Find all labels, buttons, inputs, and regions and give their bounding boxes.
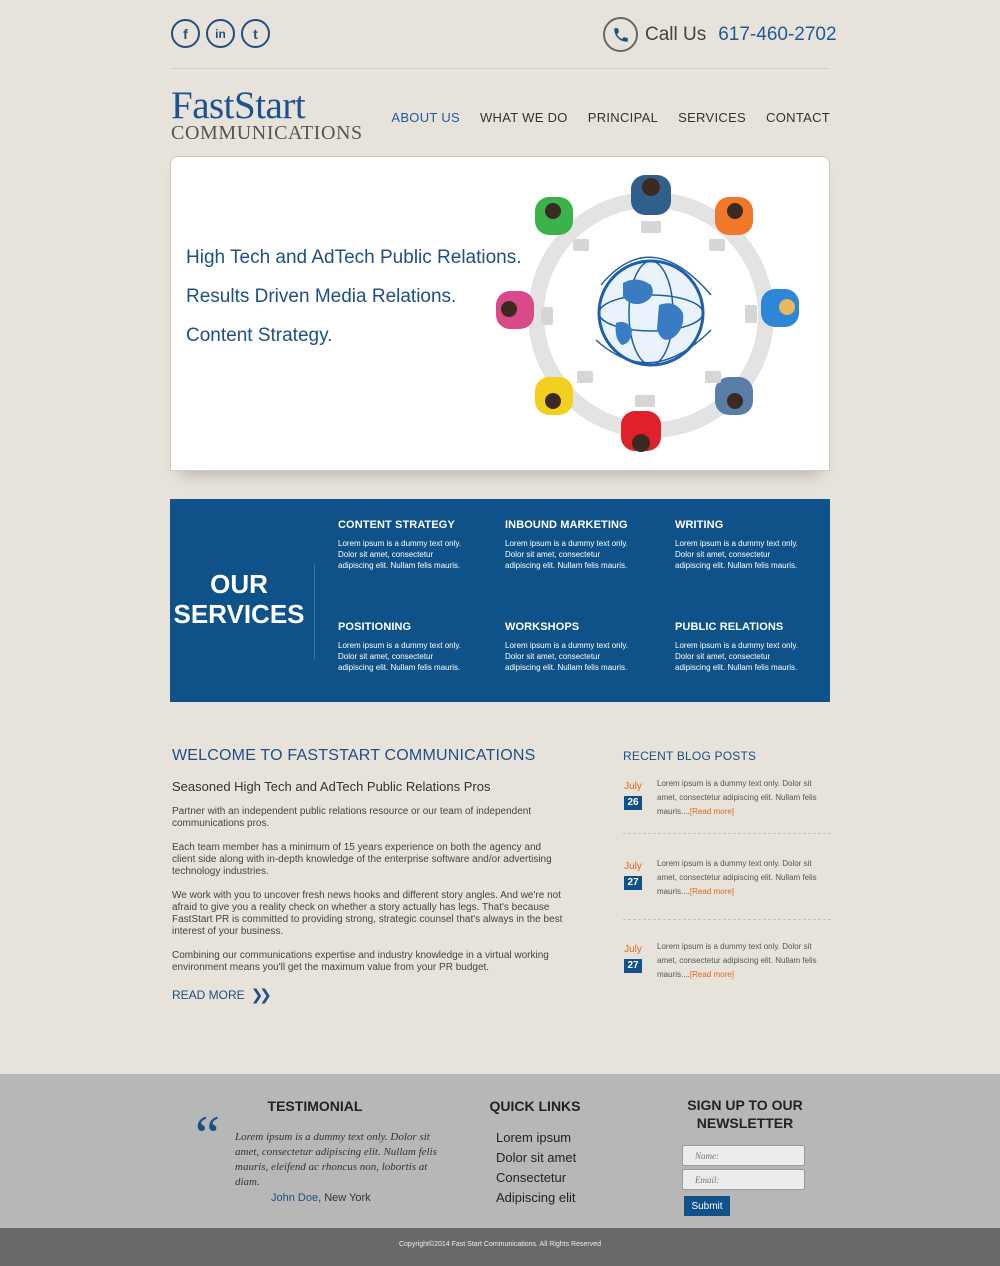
nav-about-us[interactable]: ABOUT US — [391, 110, 460, 125]
service-text: Lorem ipsum is a dummy text only. Dolor sit amet, consectetur adipiscing elit. Nullam felis mauris. — [675, 641, 799, 672]
service-title: INBOUND MARKETING — [505, 519, 628, 531]
hero-line-3: Content Strategy. — [186, 325, 333, 346]
hero-banner — [170, 156, 830, 471]
person-right — [761, 289, 799, 327]
service-title: PUBLIC RELATIONS — [675, 621, 784, 633]
post-divider — [623, 919, 831, 920]
service-text: Lorem ipsum is a dummy text only. Dolor sit amet, consectetur adipiscing elit. Nullam felis mauris. — [338, 641, 462, 672]
service-text: Lorem ipsum is a dummy text only. Dolor sit amet, consectetur adipiscing elit. Nullam felis mauris. — [338, 539, 462, 570]
service-text: Lorem ipsum is a dummy text only. Dolor sit amet, consectetur adipiscing elit. Nullam felis mauris. — [675, 539, 799, 570]
testimonial-location: , New York — [318, 1192, 371, 1204]
post-read-more[interactable]: [Read more] — [689, 887, 734, 896]
phone-icon — [603, 17, 638, 52]
post-divider — [623, 833, 831, 834]
logo-main-text: FastStart — [171, 84, 306, 127]
facebook-icon[interactable]: f — [171, 19, 200, 48]
person-top — [631, 175, 671, 215]
post-date — [623, 781, 643, 810]
nav-what-we-do[interactable]: WHAT WE DO — [479, 110, 568, 125]
post-read-more[interactable]: [Read more] — [689, 970, 734, 979]
social-links — [171, 19, 270, 48]
post-excerpt — [657, 940, 832, 982]
welcome-title: WELCOME TO FASTSTART COMMUNICATIONS — [172, 747, 536, 764]
nav-principal[interactable]: PRINCIPAL — [587, 110, 659, 125]
hero-line-2: Results Driven Media Relations. — [186, 286, 457, 307]
post-month: July — [624, 861, 642, 872]
logo-sub-text: COMMUNICATIONS — [171, 122, 363, 144]
newsletter-email-field[interactable] — [682, 1169, 805, 1190]
welcome-paragraph: Each team member has a minimum of 15 years experience on both the agency and client side along with in-depth knowledge of the enterprise software and/or advertising technology industries. — [172, 842, 552, 877]
person-bottom-left — [535, 377, 573, 415]
service-public-relations[interactable] — [675, 621, 805, 673]
welcome-section — [172, 747, 567, 1004]
nav-contact[interactable]: CONTACT — [766, 110, 830, 125]
person-bottom — [621, 411, 661, 452]
double-chevron-right-icon: ❯❯ — [250, 987, 268, 1004]
welcome-paragraph: We work with you to uncover fresh news hooks and different story angles. And we're not afraid to give you a reality check on whether a story actually has legs. That's because FastStart PR is committed to providing strong, strategic counsel that's always in the best interest of your business. — [172, 890, 563, 937]
quick-link[interactable]: Lorem ipsum — [496, 1130, 572, 1145]
service-positioning[interactable] — [338, 621, 468, 673]
post-day: 27 — [624, 876, 642, 890]
post-read-more[interactable]: [Read more] — [689, 807, 734, 816]
welcome-paragraph: Partner with an independent public relations resource or our team of independent communications pros. — [172, 806, 532, 829]
welcome-paragraph: Combining our communications expertise and industry knowledge in a virtual working environment means you'll get the maximum value from your PR budget. — [172, 950, 549, 973]
newsletter-title-line1: SIGN UP TO OUR — [687, 1097, 803, 1113]
nav-services[interactable]: SERVICES — [678, 110, 747, 125]
quick-links-list — [496, 1128, 576, 1208]
copyright-bar — [0, 1228, 1000, 1266]
globe-icon — [596, 257, 711, 365]
services-divider — [314, 564, 315, 659]
hero-line-1: High Tech and AdTech Public Relations. — [186, 247, 522, 268]
hero-illustration — [491, 165, 811, 465]
testimonial-quote: Lorem ipsum is a dummy text only. Dolor sit amet, consectetur adipiscing elit. Nullam felis mauris, eleifend ac rhoncus non, lobortis at diam. — [235, 1131, 437, 1188]
testimonial-name: John Doe — [271, 1192, 319, 1204]
services-title — [170, 569, 308, 629]
services-title-line2: SERVICES — [173, 599, 305, 629]
newsletter-submit-button[interactable]: Submit — [684, 1196, 730, 1216]
quick-links-title: QUICK LINKS — [489, 1098, 581, 1114]
post-day: 27 — [624, 959, 642, 973]
quick-link[interactable]: Consectetur — [496, 1170, 567, 1185]
person-top-left — [535, 197, 573, 235]
service-content-strategy[interactable] — [338, 519, 468, 571]
service-title: POSITIONING — [338, 621, 412, 633]
post-day: 26 — [624, 796, 642, 810]
service-title: CONTENT STRATEGY — [338, 519, 455, 531]
post-date — [623, 944, 643, 973]
service-title: WORKSHOPS — [505, 621, 580, 633]
post-month: July — [624, 944, 642, 955]
person-top-right — [715, 197, 753, 235]
person-bottom-right — [715, 377, 753, 415]
testimonial-title: TESTIMONIAL — [267, 1098, 363, 1114]
newsletter-title-line2: NEWSLETTER — [696, 1115, 794, 1131]
post-excerpt — [657, 777, 832, 819]
welcome-subtitle: Seasoned High Tech and AdTech Public Relations Pros — [172, 779, 491, 794]
post-excerpt-text: Lorem ipsum is a dummy text only. Dolor sit amet, consectetur adipiscing elit. Nullam felis mauris.... — [657, 859, 817, 896]
blog-section — [623, 749, 831, 979]
services-title-line1: OUR — [210, 569, 268, 599]
blog-title: RECENT BLOG POSTS — [623, 749, 757, 763]
testimonial-author — [271, 1192, 371, 1204]
quick-link[interactable]: Dolor sit amet — [496, 1150, 577, 1165]
service-text: Lorem ipsum is a dummy text only. Dolor sit amet, consectetur adipiscing elit. Nullam felis mauris. — [505, 641, 629, 672]
read-more-label: READ MORE — [172, 988, 245, 1002]
newsletter-name-field[interactable] — [682, 1145, 805, 1166]
read-more-link[interactable] — [172, 986, 567, 1004]
post-excerpt-text: Lorem ipsum is a dummy text only. Dolor sit amet, consectetur adipiscing elit. Nullam felis mauris.... — [657, 779, 817, 816]
quote-icon: “ — [195, 1105, 220, 1167]
newsletter-title — [665, 1096, 825, 1132]
call-us — [603, 17, 837, 52]
services-section — [170, 499, 830, 702]
service-workshops[interactable] — [505, 621, 635, 673]
twitter-icon[interactable]: t — [241, 19, 270, 48]
service-text: Lorem ipsum is a dummy text only. Dolor sit amet, consectetur adipiscing elit. Nullam felis mauris. — [505, 539, 629, 570]
call-label: Call Us — [645, 23, 707, 45]
service-writing[interactable] — [675, 519, 805, 571]
person-left — [496, 291, 534, 329]
logo[interactable] — [171, 84, 363, 144]
post-excerpt-text: Lorem ipsum is a dummy text only. Dolor sit amet, consectetur adipiscing elit. Nullam felis mauris.... — [657, 942, 817, 979]
post-excerpt — [657, 857, 832, 899]
post-date — [623, 861, 643, 890]
main-nav — [391, 110, 830, 125]
copyright-text: Copyright©2014 Fast Start Communications. All Rights Reserved — [398, 1241, 602, 1248]
service-inbound-marketing[interactable] — [505, 519, 635, 571]
post-month: July — [624, 781, 642, 792]
linkedin-icon[interactable]: in — [206, 19, 235, 48]
phone-number[interactable]: 617-460-2702 — [718, 23, 837, 45]
quick-link[interactable]: Adipiscing elit — [496, 1190, 576, 1205]
top-divider — [170, 68, 830, 71]
service-title: WRITING — [675, 519, 724, 531]
footer — [0, 1074, 1000, 1228]
